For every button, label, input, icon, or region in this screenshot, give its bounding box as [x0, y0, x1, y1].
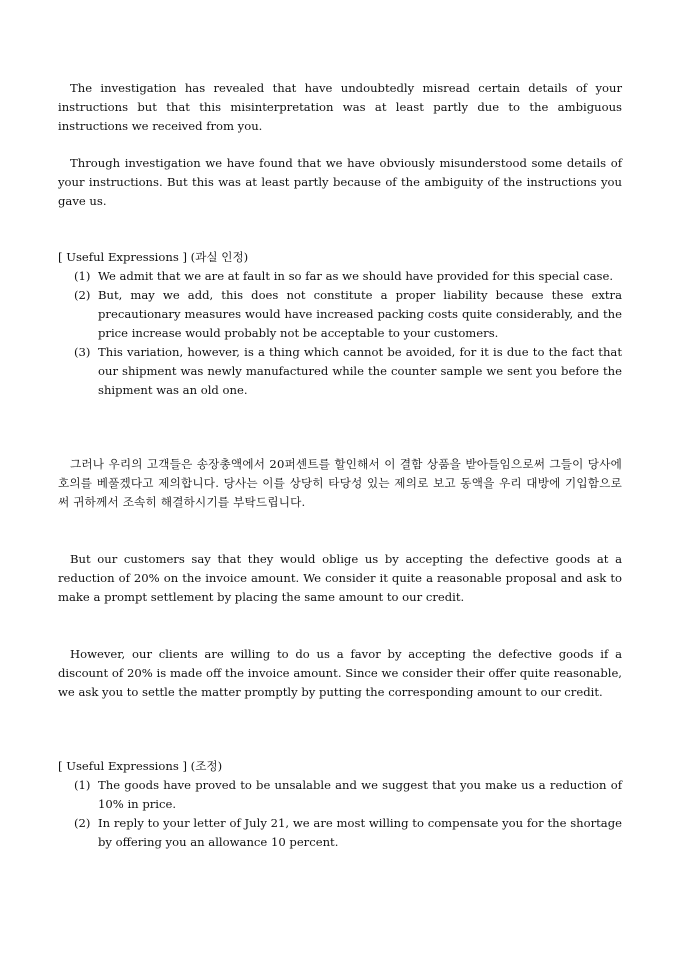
paragraph-investigation-1: The investigation has revealed that have undoubtedly misread certain details of your instructions but that this misinterpretation was at least partly due to the ambiguous instructions we received from you.: [58, 81, 622, 133]
item-text: In reply to your letter of July 21, we are most willing to compensate you for the shortage by offering you an allowance 10 percent.: [98, 816, 622, 849]
expression-list-fault: [74, 267, 622, 400]
list-item: [74, 776, 622, 814]
list-item: [74, 343, 622, 400]
section-heading-adjustment: [ Useful Expressions ] (조정): [58, 759, 223, 773]
list-item: [74, 814, 622, 852]
expression-list-adjustment: [74, 776, 622, 852]
item-text: But, may we add, this does not constitute a proper liability because these extra precautionary measures would have increased packing costs quite considerably, and the price increase would probably not be acceptable to your customers.: [98, 288, 622, 340]
item-number: (1): [74, 778, 91, 792]
paragraph-customers-offer: But our customers say that they would oblige us by accepting the defective goods at a reduction of 20% on the invoice amount. We consider it quite a reasonable proposal and ask to make a prompt settlement by placing the same amount to our credit.: [58, 552, 622, 604]
paragraph-korean: 그러나 우리의 고객들은 송장총액에서 20퍼센트를 할인해서 이 결함 상품을 받아들임으로써 그들이 당사에 호의를 베풀겠다고 제의합니다. 당사는 이를 상당히 타당성 있는 제의로 보고 동액을 우리 대방에 기입함으로써 귀하께서 조속히 해결하시기를 부탁드립니다.: [58, 457, 622, 509]
item-number: (3): [74, 345, 91, 359]
item-number: (2): [74, 288, 91, 302]
item-text: We admit that we are at fault in so far as we should have provided for this special case.: [98, 269, 614, 283]
item-text: This variation, however, is a thing which cannot be avoided, for it is due to the fact that our shipment was newly manufactured while the counter sample we sent you before the shipment was an old one.: [98, 345, 622, 397]
paragraph-investigation-2: Through investigation we have found that we have obviously misunderstood some details of your instructions. But this was at least partly because of the ambiguity of the instructions you gave us.: [58, 156, 622, 208]
paragraph-clients-favor: However, our clients are willing to do us a favor by accepting the defective goods if a discount of 20% is made off the invoice amount. Since we consider their offer quite reasonable, we ask you to settle the matter promptly by putting the corresponding amount to our credit.: [58, 647, 622, 699]
item-number: (2): [74, 816, 91, 830]
list-item: [74, 286, 622, 343]
item-text: The goods have proved to be unsalable and we suggest that you make us a reduction of 10% in price.: [98, 778, 622, 811]
section-heading-fault-admission: [ Useful Expressions ] (과실 인정): [58, 250, 249, 264]
item-number: (1): [74, 269, 91, 283]
list-item: [74, 267, 622, 286]
